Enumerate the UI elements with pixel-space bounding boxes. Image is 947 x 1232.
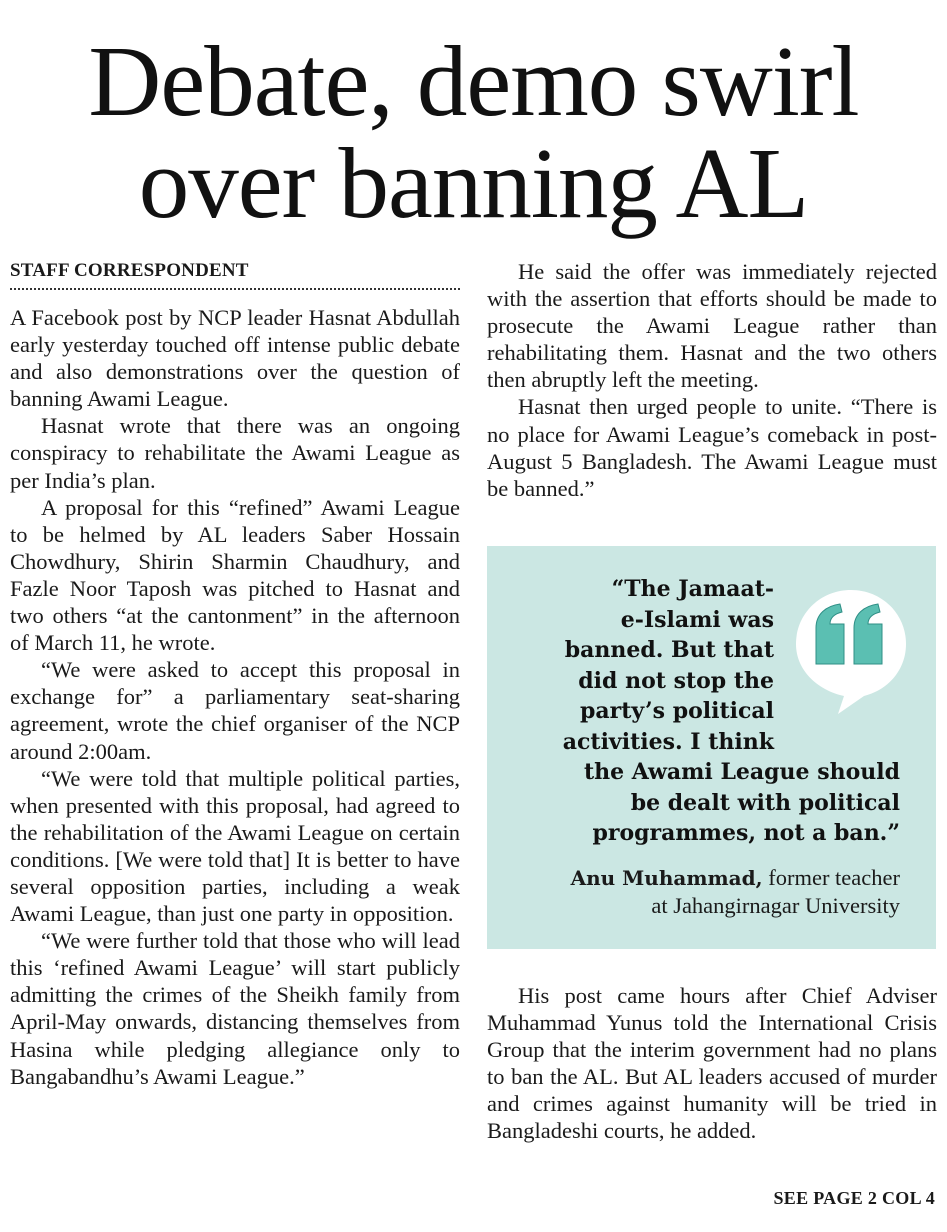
headline	[0, 25, 947, 239]
left-column	[10, 258, 460, 1090]
paragraph: A Facebook post by NCP leader Hasnat Abdullah early yesterday touched off intense public debate and also demonstrations over the question of banning Awami League.	[10, 305, 460, 412]
quote-author: Anu Muhammad,	[570, 866, 763, 890]
dotted-divider	[10, 288, 460, 290]
quote-line: the Awami League should	[583, 759, 900, 785]
paragraph: Hasnat then urged people to unite. “There is no place for Awami League’s comeback in post-August 5 Bangladesh. The Awami League must be banned.”	[487, 394, 937, 501]
quote-line: e-Islami was	[620, 606, 774, 633]
byline: STAFF CORRESPONDENT	[10, 260, 249, 281]
quote-line: party’s political	[580, 698, 774, 724]
pull-quote-text	[520, 574, 900, 849]
headline-line-2: over banning AL	[138, 127, 809, 239]
paragraph: Hasnat wrote that there was an ongoing conspiracy to rehabilitate the Awami League as per India’s plan.	[10, 413, 460, 493]
quote-line: activities. I think	[562, 728, 774, 755]
paragraph: “We were told that multiple political parties, when presented with this proposal, had agreed to the rehabilitation of the Awami League on certain conditions. [We were told that] It is better to have several opposition parties, including a weak Awami League, than just one party in opposition.	[10, 765, 460, 927]
right-column-bottom	[487, 982, 937, 1145]
quote-line: programmes, not a ban.”	[592, 820, 900, 846]
paragraph: “We were asked to accept this proposal in exchange for” a parliamentary seat-sharing agreement, wrote the chief organiser of the NCP around 2:00am.	[10, 657, 460, 764]
quote-line: banned. But that	[564, 637, 774, 663]
paragraph: He said the offer was immediately rejected with the assertion that efforts should be made to prosecute the Awami League rather than rehabilitating them. Hasnat and the two others then abruptly left the meeting.	[487, 259, 937, 393]
quote-author-affiliation: at Jahangirnagar University	[651, 893, 900, 918]
paragraph: A proposal for this “refined” Awami League to be helmed by AL leaders Saber Hossain Chowdhury, Shirin Sharmin Chaudhury, and Fazle Noor Taposh was pitched to Hasnat and two others “at the cantonment” in the afternoon of March 11, he wrote.	[10, 494, 460, 656]
headline-line-1: Debate, demo swirl	[88, 25, 859, 137]
quote-line: “The Jamaat-	[611, 576, 774, 602]
quote-author-role: former teacher	[762, 865, 900, 890]
pull-quote-box	[487, 546, 936, 949]
quote-line: did not stop the	[578, 667, 774, 694]
paragraph: “We were further told that those who will lead this ‘refined Awami League’ will start publicly admitting the crimes of the Sheikh family from April-May onwards, distancing themselves from Hasina while pledging allegiance only to Bangabandhu’s Awami League.”	[10, 928, 460, 1089]
right-column-top	[487, 258, 937, 502]
paragraph: His post came hours after Chief Adviser Muhammad Yunus told the International Crisis Group that the interim government had no plans to ban the AL. But AL leaders accused of murder and crimes against humanity will be tried in Bangladeshi courts, he added.	[487, 983, 937, 1144]
quote-attribution	[500, 864, 900, 920]
continuation-jump[interactable]: SEE PAGE 2 COL 4	[773, 1188, 935, 1208]
left-column-text	[10, 304, 460, 1090]
quote-line: be dealt with political	[630, 789, 900, 816]
